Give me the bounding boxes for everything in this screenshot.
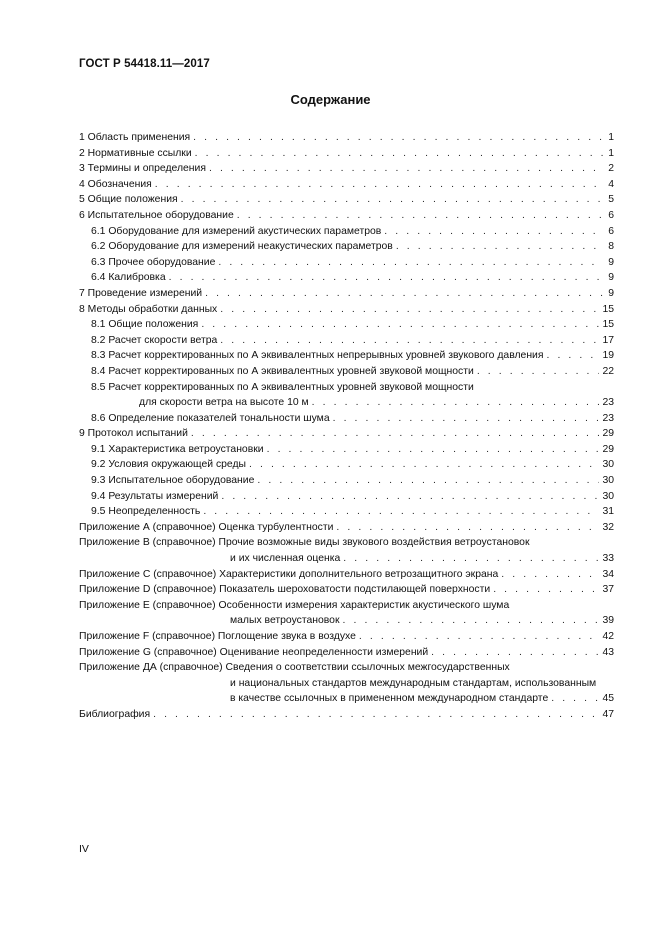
toc-entry-8-5[interactable]: для скорости ветра на высоте 10 м . . . 23: [79, 395, 614, 411]
toc-entry-4[interactable]: 4 Обозначения . . . 4: [79, 177, 614, 193]
toc-entry-9-3[interactable]: 9.3 Испытательное оборудование . . . 30: [79, 473, 614, 489]
toc-page: 1: [608, 132, 614, 143]
toc-entry-appendix-a[interactable]: Приложение А (справочное) Оценка турбулентности . . . 32: [79, 520, 614, 536]
toc-entry-6-1[interactable]: 6.1 Оборудование для измерений акустических параметров . . . 6: [79, 224, 614, 240]
toc-entry-6-2[interactable]: 6.2 Оборудование для измерений неакустических параметров . . . 8: [79, 239, 614, 255]
toc-entry-appendix-da[interactable]: в качестве ссылочных в примененном международном стандарте . . . 45: [79, 691, 614, 707]
toc-page: 9: [608, 287, 614, 299]
toc-page: 42: [602, 631, 614, 642]
toc-entry-6-3[interactable]: 6.3 Прочее оборудование . . . 9: [79, 255, 614, 271]
toc-entry-5[interactable]: 5 Общие положения . . . 5: [79, 192, 614, 208]
toc-entry-appendix-b[interactable]: и их численная оценка . . . 33: [79, 551, 614, 567]
toc-page: 23: [602, 412, 614, 424]
toc-entry-8-3[interactable]: 8.3 Расчет корректированных по А эквивалентных непрерывных уровней звукового давления . . . 19: [79, 348, 614, 364]
toc-entry-8[interactable]: 8 Методы обработки данных . . . 15: [79, 302, 614, 318]
toc-page: 34: [602, 568, 614, 580]
toc-entry-appendix-b-heading[interactable]: Приложение В (справочное) Прочие возможные виды звукового воздействия ветроустановок: [79, 537, 530, 549]
toc-entry-appendix-c[interactable]: Приложение С (справочное) Характеристики дополнительного ветрозащитного экрана . . . 34: [79, 567, 614, 583]
page-number: IV: [79, 843, 89, 855]
toc-entry-appendix-da-heading[interactable]: Приложение ДА (справочное) Сведения о соответствии ссылочных межгосударственных: [79, 662, 510, 674]
toc-entry-6-4[interactable]: 6.4 Калибровка . . . 9: [79, 270, 614, 286]
standard-code: ГОСТ Р 54418.11—2017: [79, 58, 210, 70]
toc-entry-appendix-d[interactable]: Приложение D (справочное) Показатель шероховатости подстилающей поверхности . . . 37: [79, 582, 614, 598]
toc-page: 9: [608, 256, 614, 268]
toc-entry-8-5-heading[interactable]: 8.5 Расчет корректированных по А эквивалентных уровней звуковой мощности: [91, 381, 474, 393]
toc-entry-9-2[interactable]: 9.2 Условия окружающей среды . . . 30: [79, 457, 614, 473]
toc-page: 9: [608, 272, 614, 284]
toc-page: 15: [602, 303, 614, 315]
toc-page: 29: [602, 443, 614, 455]
toc-entry-8-2[interactable]: 8.2 Расчет скорости ветра . . . 17: [79, 333, 614, 349]
toc-entry-9[interactable]: 9 Протокол испытаний . . . 29: [79, 426, 614, 442]
toc-page: 30: [602, 459, 614, 471]
toc-page: 32: [602, 521, 614, 533]
toc-entry-9-4[interactable]: 9.4 Результаты измерений . . . 30: [79, 489, 614, 505]
toc-entry-9-1[interactable]: 9.1 Характеристика ветроустановки . . . 29: [79, 442, 614, 458]
toc-entry-8-1[interactable]: 8.1 Общие положения . . . 15: [79, 317, 614, 333]
toc-entry-3[interactable]: 3 Термины и определения . . . 2: [79, 161, 614, 177]
toc-page: 37: [602, 584, 614, 596]
toc-page: 2: [608, 163, 614, 175]
toc-page: 22: [602, 365, 614, 377]
toc-entry-appendix-g[interactable]: Приложение G (справочное) Оценивание неопределенности измерений . . . 43: [79, 645, 614, 661]
toc-page: 30: [602, 475, 614, 487]
toc-entry-8-4[interactable]: 8.4 Расчет корректированных по А эквивалентных уровней звуковой мощности . . . 22: [79, 364, 614, 380]
toc-page: 4: [608, 178, 614, 190]
toc-page: 6: [608, 209, 614, 221]
toc-entry-6[interactable]: 6 Испытательное оборудование . . . 6: [79, 208, 614, 224]
page-title: Содержание: [290, 92, 371, 107]
toc-page: 6: [608, 225, 614, 237]
toc-page: 33: [602, 553, 614, 565]
toc-entry-9-5[interactable]: 9.5 Неопределенность . . . 31: [79, 504, 614, 520]
toc-entry-appendix-da-line2: и национальных стандартов международным стандартам, использованным: [230, 677, 597, 689]
toc-page: 31: [602, 506, 614, 518]
toc-page: 45: [602, 693, 614, 705]
toc-page: 47: [602, 708, 614, 720]
toc-page: 19: [602, 350, 614, 362]
toc-entry-2[interactable]: 2 Нормативные ссылки . . . 1: [79, 146, 614, 162]
toc-page: 23: [602, 397, 614, 409]
toc-entry-appendix-f[interactable]: Приложение F (справочное) Поглощение звука в воздухе . . . 42: [79, 629, 614, 645]
toc-page: 29: [602, 428, 614, 440]
toc-entry-appendix-e-heading[interactable]: Приложение Е (справочное) Особенности измерения характеристик акустического шума: [79, 599, 510, 611]
table-of-contents: [79, 130, 614, 723]
toc-page: 17: [602, 334, 614, 346]
toc-entry-8-6[interactable]: 8.6 Определение показателей тональности шума . . . 23: [79, 411, 614, 427]
toc-entry-1[interactable]: 1 Область применения . . . 1: [79, 130, 614, 146]
toc-page: 15: [602, 319, 614, 331]
toc-entry-appendix-e[interactable]: малых ветроустановок . . . 39: [79, 613, 614, 629]
toc-page: 8: [608, 241, 614, 253]
toc-page: 43: [602, 646, 614, 658]
toc-page: 39: [602, 615, 614, 627]
toc-entry-7[interactable]: 7 Проведение измерений . . . 9: [79, 286, 614, 302]
toc-entry-bibliography[interactable]: Библиография . . . 47: [79, 707, 614, 723]
toc-page: 5: [608, 194, 614, 206]
toc-page: 1: [608, 147, 614, 159]
toc-page: 30: [602, 490, 614, 502]
